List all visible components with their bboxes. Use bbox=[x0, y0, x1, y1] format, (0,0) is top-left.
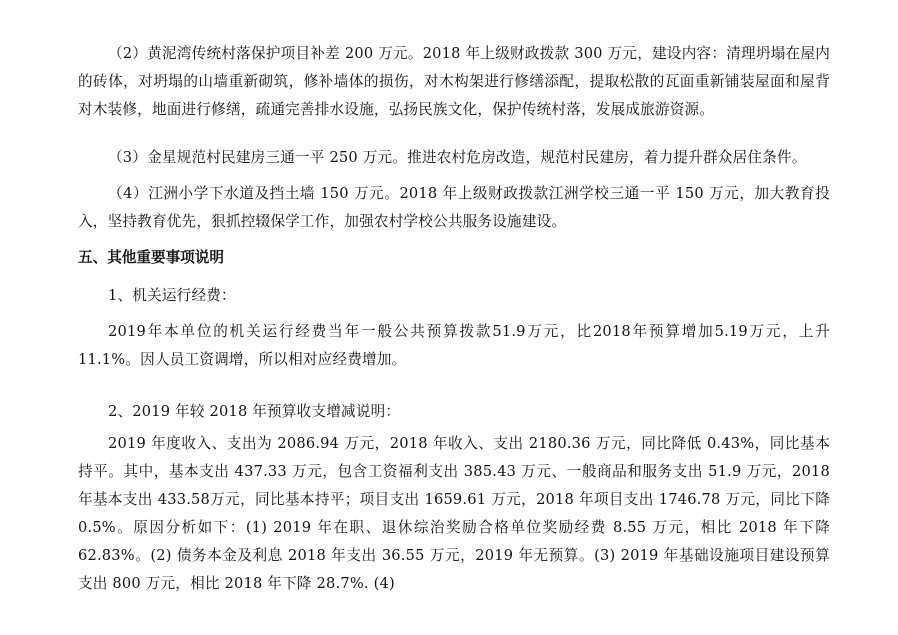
paragraph-jinxing-project: （3）金星规范村民建房三通一平 250 万元。推进农村危房改造，规范村民建房，着力提升群众居住条件。 bbox=[108, 149, 807, 166]
subheading-operating-expenses: 1、机关运行经费： bbox=[108, 287, 236, 304]
section-heading-other-matters: 五、其他重要事项说明 bbox=[78, 249, 224, 266]
paragraph-budget-change: 2019 年度收入、支出为 2086.94 万元，2018 年收入、支出 2180.36 万元，同比降低 0.43%，同比基本持平。其中，基本支出 437.33 万元，包含工资福利支出 385.43 万元、一般商品和服务支出 51.9 万元，2018 年基本支出 433.58万元，同比基本持平；项目支出 1659.61 万元，2018 年项目支出 1746.78 万元，同比下降 0.5%。原因分析如下：(1) 2019 年在职、退休综治奖励合格单位奖励经费 8.55 万元，相比 2018 年下降 62.83%。(2) 债务本金及利息 2018 年支出 36.55 万元，2019 年无预算。(3) 2019 年基础设施项目建设预算支出 800 万元，相比 2018 年下降 28.7%. (4) bbox=[78, 435, 830, 592]
paragraph-jiangzhou-school-project: （4）江洲小学下水道及挡土墙 150 万元。2018 年上级财政拨款江洲学校三通一平 150 万元，加大教育投入，坚持教育优先，狠抓控辍保学工作，加强农村学校公共服务设施建设。 bbox=[78, 185, 830, 230]
paragraph-operating-expenses: 2019年本单位的机关运行经费当年一般公共预算拨款51.9万元，比2018年预算增加5.19万元，上升11.1%。因人员工资调增，所以相对应经费增加。 bbox=[78, 323, 830, 368]
paragraph-huangniwan-project: （2）黄泥湾传统村落保护项目补差 200 万元。2018 年上级财政拨款 300 万元，建设内容：清理坍塌在屋内的砖体，对坍塌的山墙重新砌筑，修补墙体的损伤，对木构架进行修缮添配，提取松散的瓦面重新铺装屋面和屋背对木装修，地面进行修缮，疏通完善排水设施，弘扬民族文化，保护传统村落，发展成旅游资源。 bbox=[78, 45, 830, 118]
subheading-budget-change: 2、2019 年较 2018 年预算收支增减说明： bbox=[108, 403, 401, 420]
